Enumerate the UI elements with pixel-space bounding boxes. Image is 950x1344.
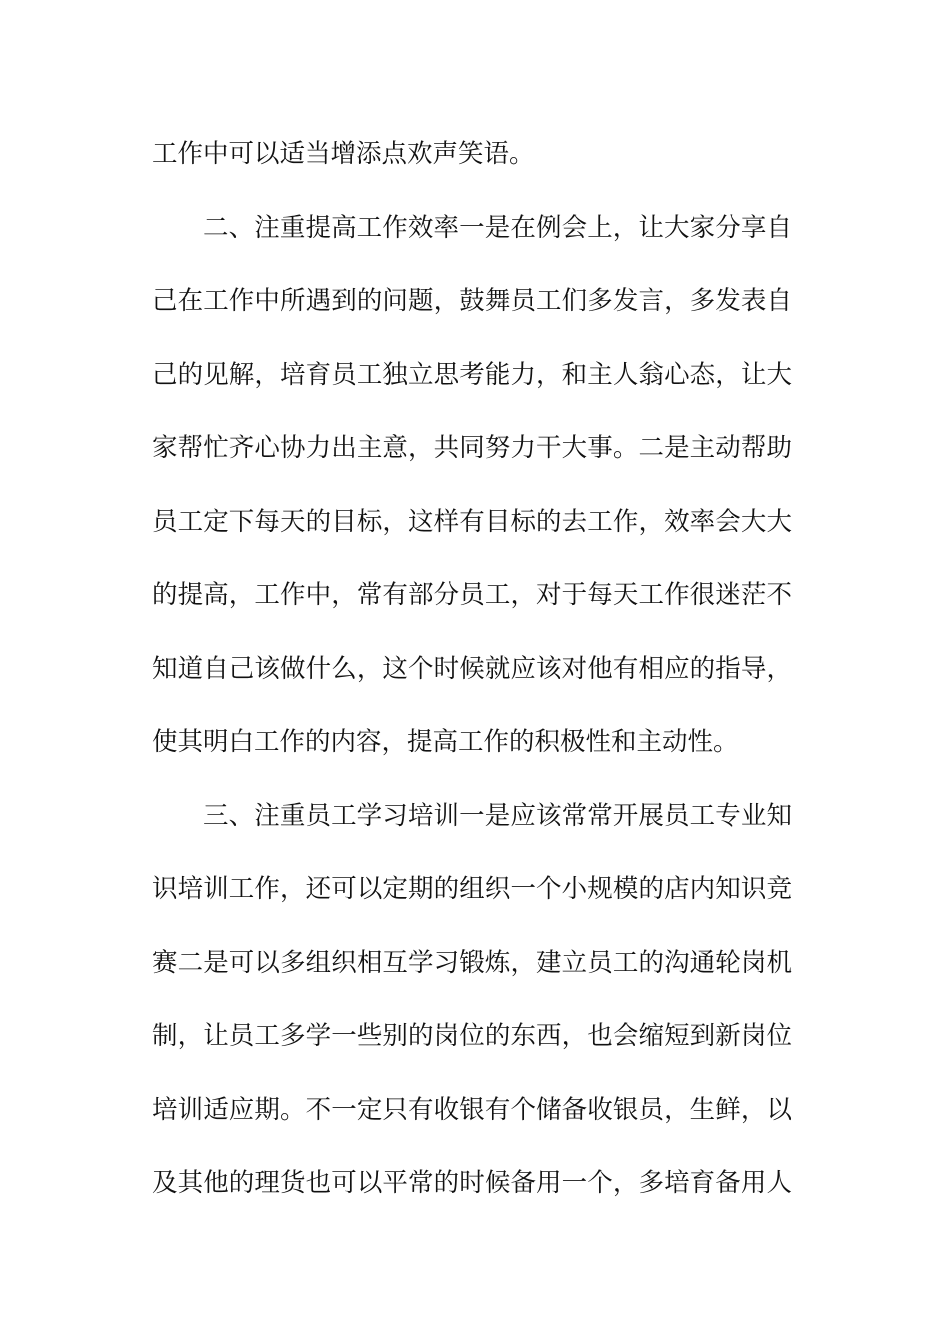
text-line: 制，让员工多学一些别的岗位的东西，也会缩短到新岗位 [152, 1021, 792, 1051]
text-line: 赛二是可以多组织相互学习锻炼，建立员工的沟通轮岗机 [152, 947, 792, 978]
text-line: 的提高，工作中，常有部分员工，对于每天工作很迷茫不 [152, 580, 792, 610]
body-text [152, 124, 792, 1227]
text-line: 己的见解，培育员工独立思考能力，和主人翁心态，让大 [152, 359, 792, 390]
text-line: 员工定下每天的目标，这样有目标的去工作，效率会大大 [152, 506, 792, 537]
text-line: 识培训工作，还可以定期的组织一个小规模的店内知识竞 [152, 874, 792, 904]
text-line: 己在工作中所遇到的问题，鼓舞员工们多发言，多发表自 [152, 286, 792, 316]
text-line: 培训适应期。不一定只有收银有个储备收银员，生鲜，以 [152, 1094, 792, 1125]
text-line: 及其他的理货也可以平常的时候备用一个，多培育备用人 [152, 1168, 792, 1198]
text-line: 三、注重员工学习培训一是应该常常开展员工专业知 [203, 800, 792, 831]
text-line: 家帮忙齐心协力出主意，共同努力干大事。二是主动帮助 [152, 433, 792, 463]
text-line: 工作中可以适当增添点欢声笑语。 [152, 139, 535, 169]
text-line: 使其明白工作的内容，提高工作的积极性和主动性。 [152, 727, 739, 757]
text-line: 知道自己该做什么，这个时候就应该对他有相应的指导， [152, 653, 792, 684]
text-line: 二、注重提高工作效率一是在例会上，让大家分享自 [203, 212, 792, 243]
